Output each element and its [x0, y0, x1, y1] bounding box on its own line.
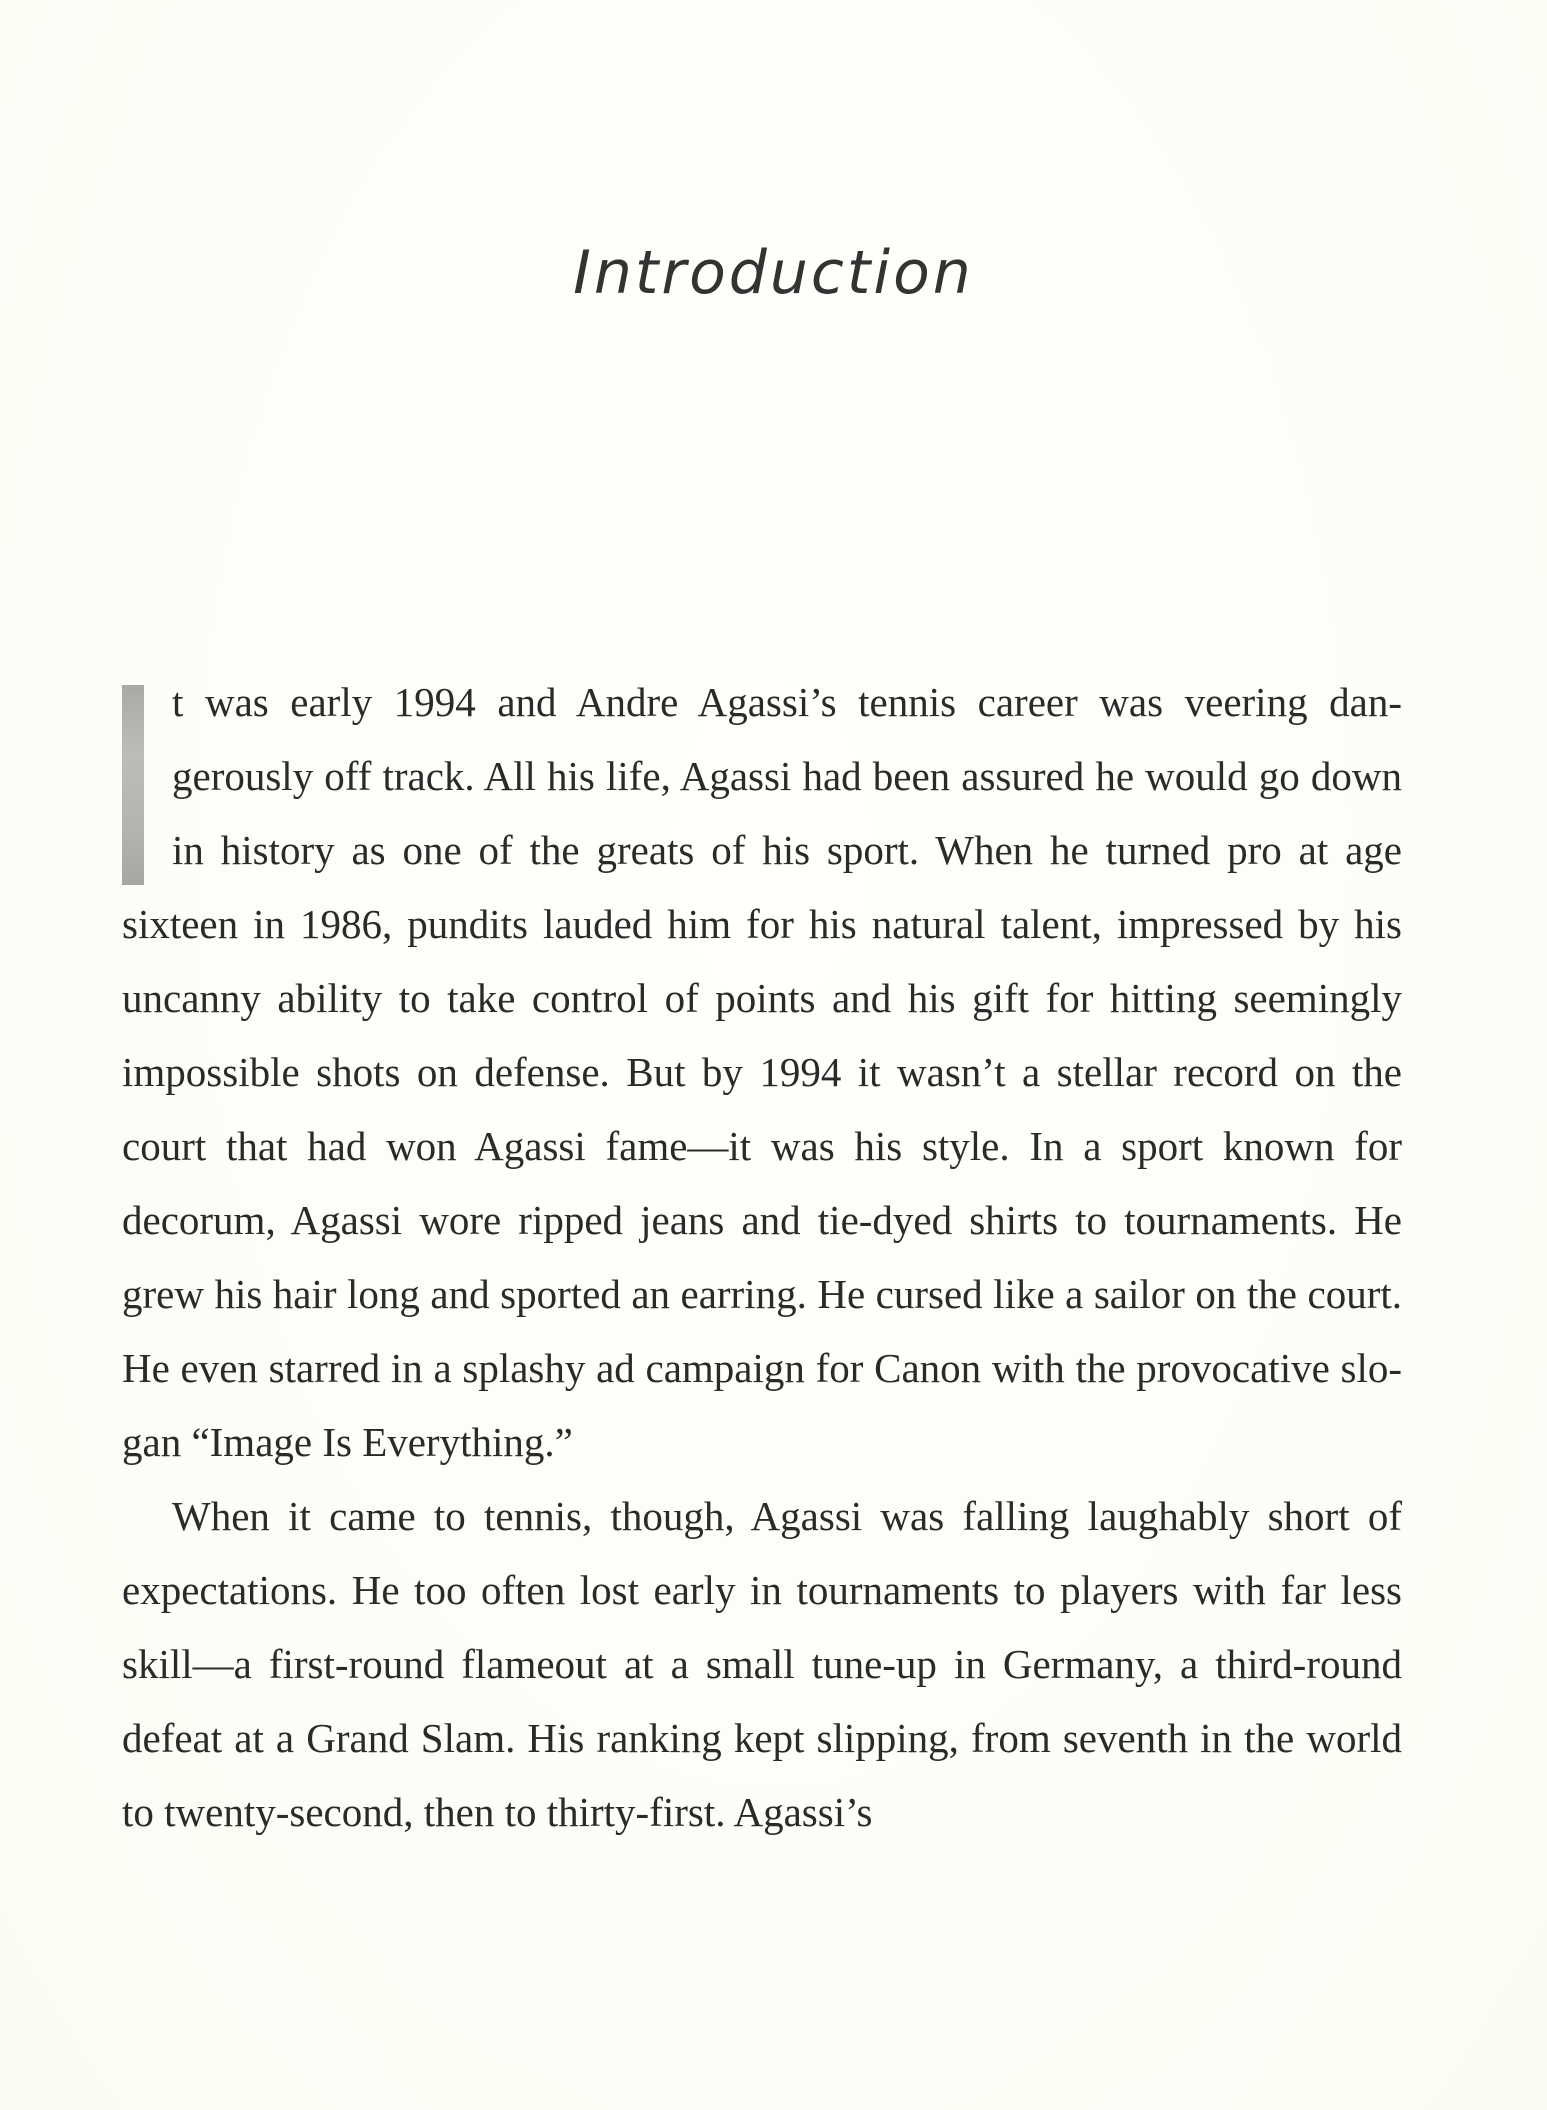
body-text [122, 665, 1402, 1849]
paragraph-1-text: t was early 1994 and Andre Agassi’s tennis career was veering dangerously off track. All his life, Agassi had been assured he would go down in history as one of the greats of his sport. When he turned pro at age sixteen in 1986, pundits lauded him for his natural talent, impressed by his uncanny ability to take control of points and his gift for hitting seemingly impossible shots on defense. But by 1994 it wasn’t a stellar record on the court that had won Agassi fame—it was his style. In a sport known for decorum, Agassi wore ripped jeans and tie-dyed shirts to tournaments. He grew his hair long and sported an earring. He cursed like a sailor on the court. He even starred in a splashy ad campaign for Canon with the provocative slogan “Image Is Everything.” [122, 679, 1402, 1465]
drop-cap [122, 685, 144, 885]
paragraph-2: When it came to tennis, though, Agassi was falling laughably short of expectations. He too often lost early in tournaments to players with far less skill—a first-round flameout at a small tune-up in Germany, a third-round defeat at a Grand Slam. His ranking kept slipping, from seventh in the world to twenty-second, then to thirty-first. Agassi’s [122, 1493, 1402, 1835]
chapter-title: Introduction [573, 238, 974, 308]
paragraph-1 [122, 665, 1402, 1479]
